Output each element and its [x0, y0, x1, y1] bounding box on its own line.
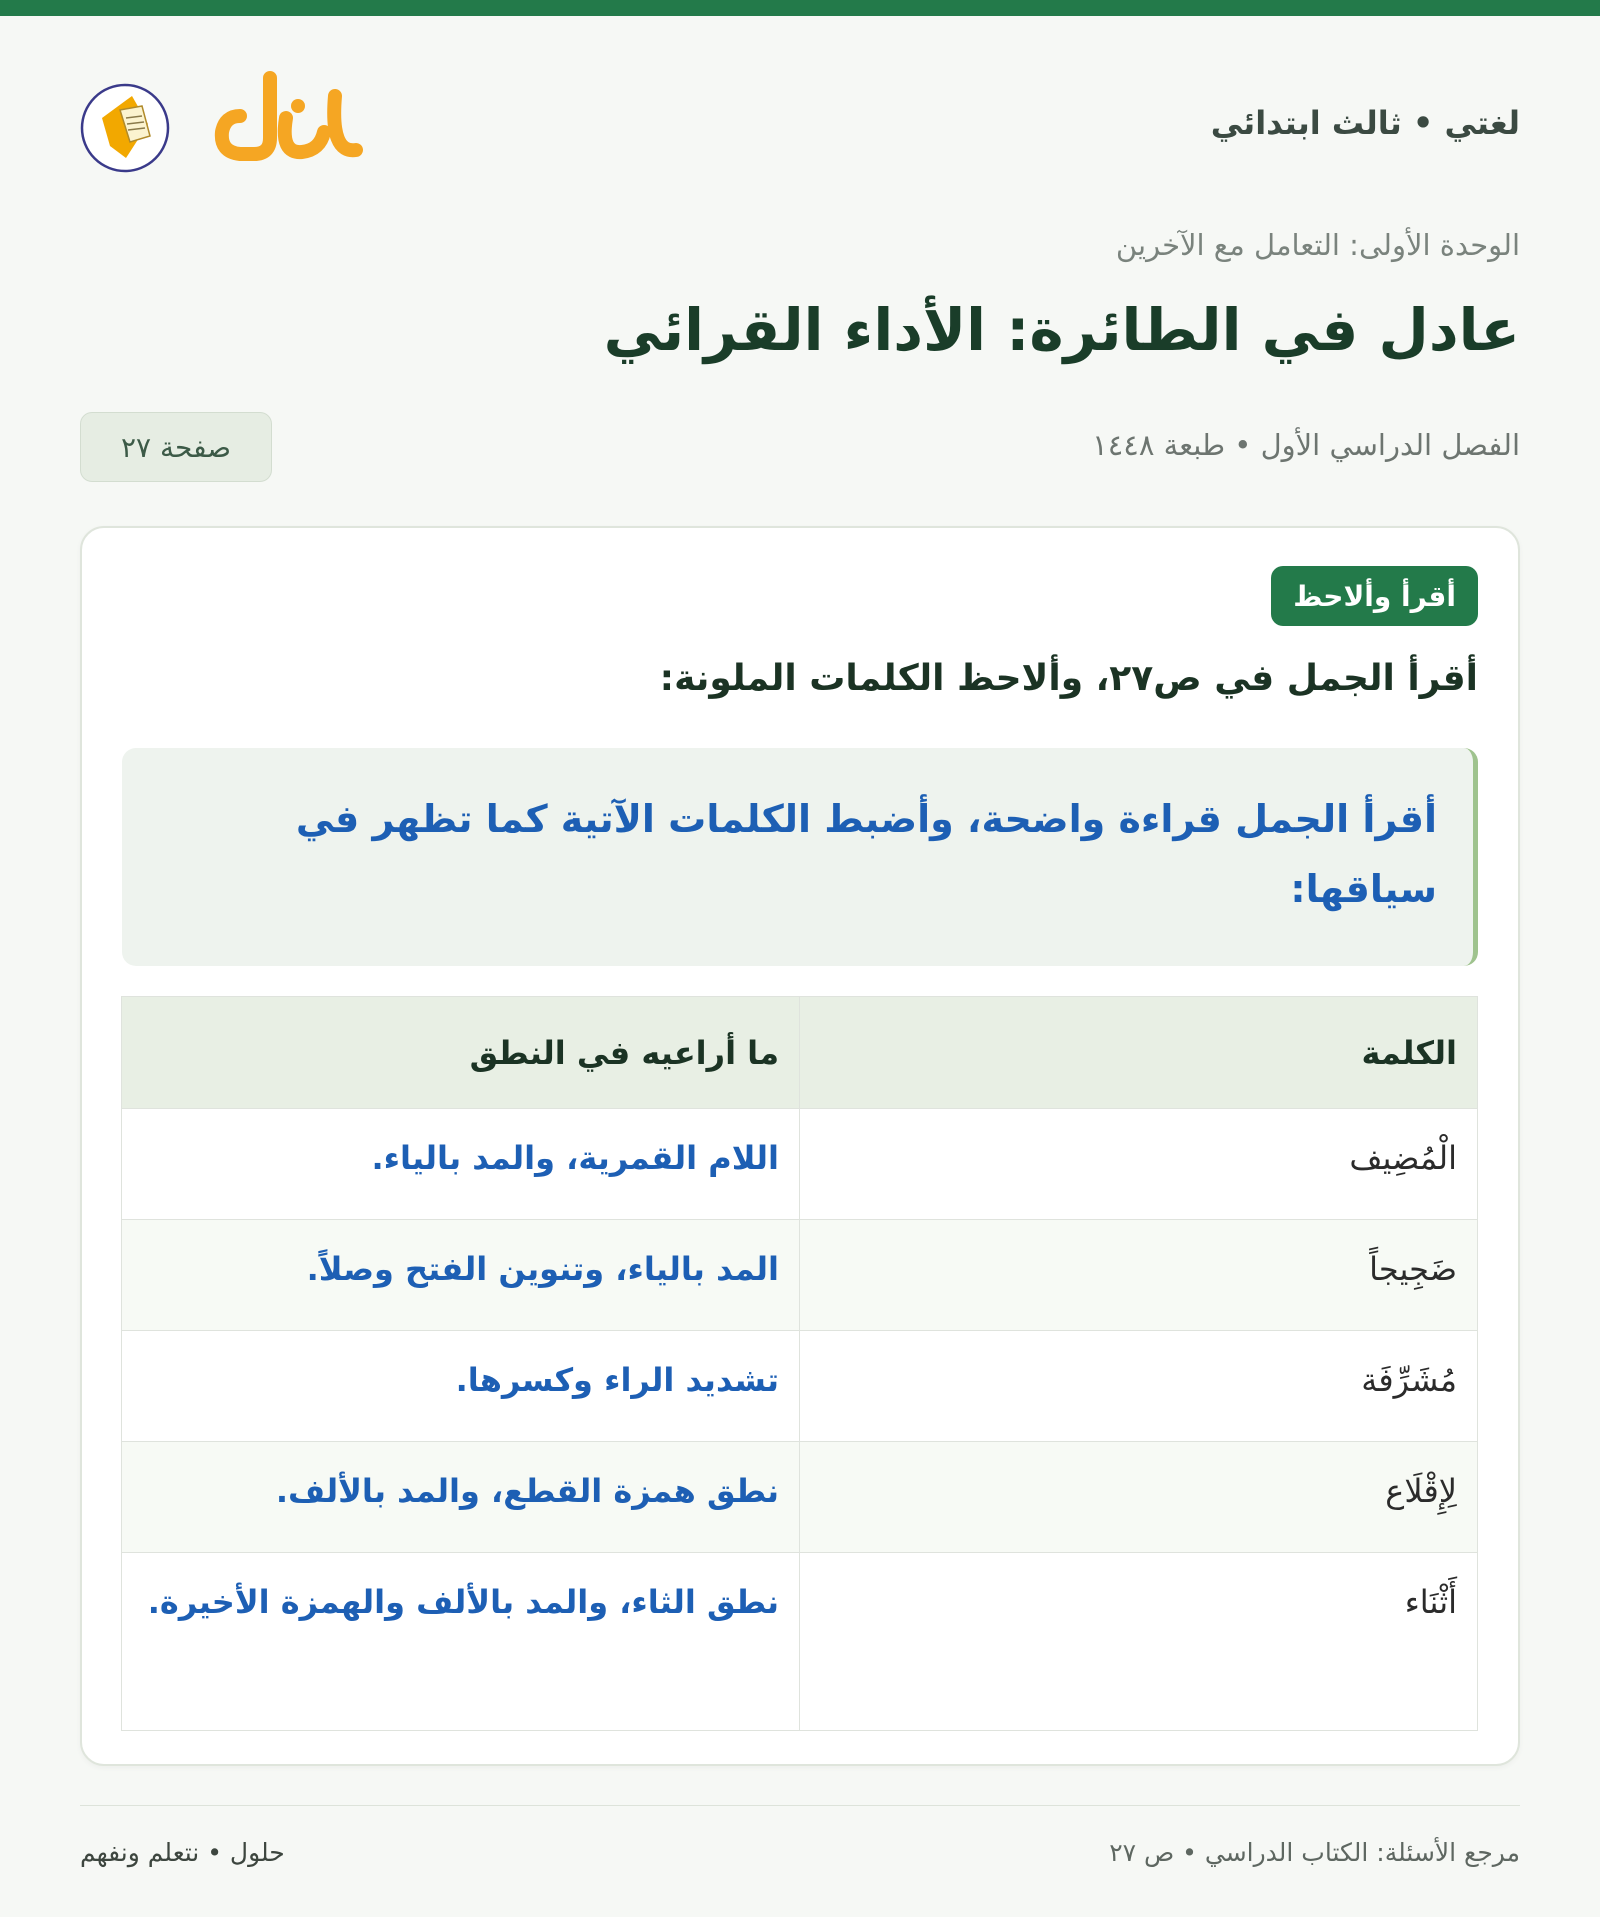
column-header-word: الكلمة [800, 997, 1478, 1109]
instruction-text: أقرأ الجمل في ص٢٧، وألاحظ الكلمات الملونة: [659, 658, 1478, 699]
word-cell: الْمُضِيف [800, 1109, 1478, 1220]
rule-cell: نطق همزة القطع، والمد بالألف. [122, 1442, 800, 1553]
note-text: أقرأ الجمل قراءة واضحة، وأضبط الكلمات الآتية كما تظهر في سياقها: [295, 797, 1437, 911]
rule-cell: نطق الثاء، والمد بالألف والهمزة الأخيرة. [122, 1553, 800, 1731]
footer-tagline: حلول • نتعلم ونفهم [80, 1838, 285, 1867]
table-row [122, 1553, 1478, 1731]
table-row [122, 1331, 1478, 1442]
table-row [122, 1442, 1478, 1553]
section-tag: أقرأ وألاحظ [1271, 566, 1478, 626]
word-cell: أَثْنَاء [800, 1553, 1478, 1731]
hloul-logo[interactable] [80, 66, 370, 186]
rule-cell: اللام القمرية، والمد بالياء. [122, 1109, 800, 1220]
table-row [122, 1220, 1478, 1331]
word-cell: ضَجِيجاً [800, 1220, 1478, 1331]
subject-label: لغتي • ثالث ابتدائي [1210, 104, 1520, 142]
pronunciation-table [121, 996, 1478, 1731]
table-row [122, 1109, 1478, 1220]
table-header-row [122, 997, 1478, 1109]
rule-cell: تشديد الراء وكسرها. [122, 1331, 800, 1442]
unit-label: الوحدة الأولى: التعامل مع الآخرين [1115, 228, 1520, 262]
page-title: عادل في الطائرة: الأداء القرائي [603, 296, 1520, 364]
footer-reference: مرجع الأسئلة: الكتاب الدراسي • ص ٢٧ [1109, 1838, 1520, 1867]
word-cell: لِإِقْلَاع [800, 1442, 1478, 1553]
rule-cell: المد بالياء، وتنوين الفتح وصلاً. [122, 1220, 800, 1331]
footer-divider [80, 1805, 1520, 1806]
exercise-card [80, 526, 1520, 1766]
page-number-badge: صفحة ٢٧ [80, 412, 272, 482]
semester-meta: الفصل الدراسي الأول • طبعة ١٤٤٨ [1092, 428, 1520, 462]
pronunciation-table-wrapper [122, 996, 1478, 1731]
column-header-rule: ما أراعيه في النطق [122, 997, 800, 1109]
word-cell: مُشَرِّفَة [800, 1331, 1478, 1442]
note-box [122, 748, 1478, 966]
page-header [80, 60, 1520, 200]
top-accent-bar [0, 0, 1600, 16]
